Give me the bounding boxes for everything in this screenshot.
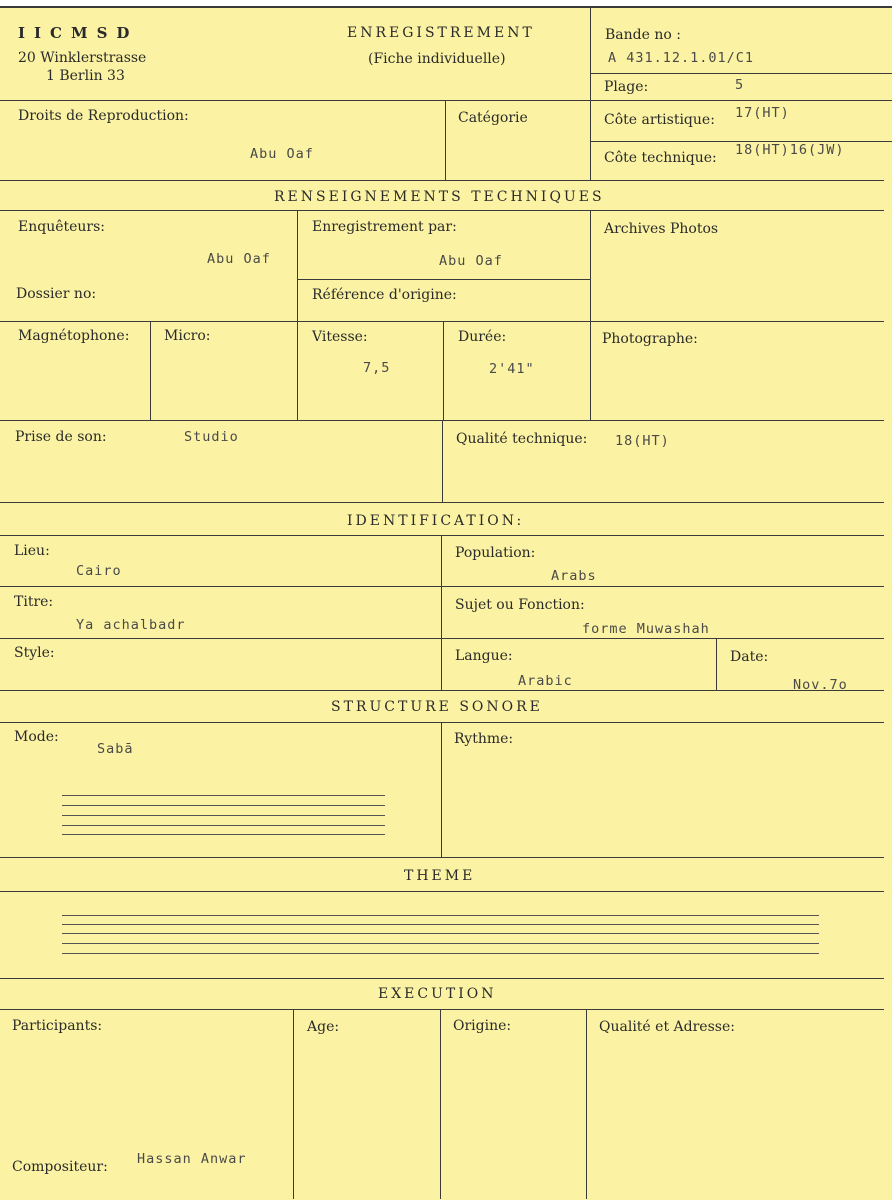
rule-qualite-adresse-left (586, 1009, 587, 1199)
technical-section-title: RENSEIGNEMENTS TECHNIQUES (274, 189, 605, 205)
rule-theme-title-bottom (0, 891, 884, 892)
address-street: 20 Winklerstrasse (18, 50, 147, 66)
rule-theme-bottom (0, 978, 884, 979)
enqueteurs-value: Abu Oaf (207, 251, 271, 267)
prise-de-son-value: Studio (184, 429, 239, 445)
sujet-value: forme Muwashah (582, 621, 710, 637)
enqueteurs-label: Enquêteurs: (18, 219, 106, 235)
compositeur-value: Hassan Anwar (137, 1151, 247, 1167)
address-city: 1 Berlin 33 (46, 68, 125, 84)
magnetophone-label: Magnétophone: (18, 328, 130, 344)
rule-duree-left (443, 321, 444, 420)
rule-titre-bottom (0, 638, 884, 639)
rule-prise-bottom (0, 502, 884, 503)
theme-line-3 (62, 933, 819, 934)
rythme-label: Rythme: (454, 731, 514, 747)
rule-style-bottom (0, 690, 884, 691)
droits-value: Abu Oaf (250, 146, 314, 162)
lieu-value: Cairo (76, 563, 122, 579)
population-value: Arabs (551, 568, 597, 584)
langue-value: Arabic (518, 673, 573, 689)
rule-origine-left (440, 1009, 441, 1199)
plage-value: 5 (735, 77, 745, 93)
form-subtitle: (Fiche individuelle) (368, 51, 506, 67)
titre-value: Ya achalbadr (76, 617, 186, 633)
sujet-label: Sujet ou Fonction: (455, 597, 585, 613)
archives-photos-label: Archives Photos (604, 221, 719, 237)
rule-age-left (293, 1009, 294, 1199)
enregistrement-par-label: Enregistrement par: (312, 219, 457, 235)
theme-line-1 (62, 915, 819, 916)
rule-categorie-left (445, 100, 446, 180)
origine-label: Origine: (453, 1018, 512, 1034)
mode-line-1 (62, 795, 385, 796)
vitesse-value: 7,5 (363, 360, 391, 376)
structure-section-title: STRUCTURE SONORE (331, 699, 543, 715)
rule-right-column (590, 8, 591, 180)
rule-technical-title-bottom (0, 210, 884, 211)
theme-line-5 (62, 953, 819, 954)
qualite-adresse-label: Qualité et Adresse: (599, 1019, 735, 1035)
theme-line-4 (62, 943, 819, 944)
rule-qualite-left (442, 420, 443, 502)
rule-identification-title-bottom (0, 535, 884, 536)
rule-rights-bottom (0, 180, 884, 181)
titre-label: Titre: (14, 594, 54, 610)
recording-form-card (0, 6, 892, 1200)
rule-archives-left (590, 210, 591, 420)
rule-structure-title-bottom (0, 722, 884, 723)
rule-identification-mid (441, 535, 442, 690)
rule-bande-plage (590, 73, 892, 74)
droits-label: Droits de Reproduction: (18, 108, 189, 124)
langue-label: Langue: (455, 648, 513, 664)
form-title: ENREGISTREMENT (347, 25, 535, 41)
identification-section-title: IDENTIFICATION: (347, 513, 525, 529)
date-value: Nov.7o (793, 677, 848, 693)
prise-de-son-label: Prise de son: (15, 429, 107, 445)
age-label: Age: (307, 1019, 340, 1035)
theme-section-title: THEME (404, 868, 476, 884)
population-label: Population: (455, 545, 536, 561)
cote-artistique-label: Côte artistique: (604, 112, 715, 128)
rule-enreg-ref (297, 279, 590, 280)
institute-logo: IICMSD (18, 24, 139, 42)
qualite-technique-label: Qualité technique: (456, 431, 588, 447)
mode-line-2 (62, 805, 385, 806)
qualite-technique-value: 18(HT) (615, 433, 670, 449)
lieu-label: Lieu: (14, 543, 50, 559)
bande-label: Bande no : (605, 27, 681, 43)
micro-label: Micro: (164, 328, 211, 344)
dossier-label: Dossier no: (16, 286, 97, 302)
date-label: Date: (730, 649, 769, 665)
rule-lieu-bottom (0, 586, 884, 587)
duree-value: 2'41" (489, 361, 535, 377)
rule-date-left (716, 638, 717, 690)
rule-structure-bottom (0, 857, 884, 858)
reference-label: Référence d'origine: (312, 287, 457, 303)
rule-header-bottom (0, 100, 590, 101)
rule-micro-left (150, 321, 151, 420)
compositeur-label: Compositeur: (12, 1159, 108, 1175)
rule-enqueteurs-right (297, 210, 298, 420)
mode-label: Mode: (14, 729, 59, 745)
mode-line-5 (62, 834, 385, 835)
execution-section-title: EXECUTION (378, 986, 497, 1002)
participants-label: Participants: (12, 1018, 103, 1034)
cote-technique-value: 18(HT)16(JW) (735, 142, 845, 158)
theme-line-2 (62, 924, 819, 925)
enregistrement-par-value: Abu Oaf (439, 253, 503, 269)
style-label: Style: (14, 645, 55, 661)
mode-line-4 (62, 825, 385, 826)
rule-plage-bottom (590, 100, 892, 101)
rule-structure-mid (441, 722, 442, 857)
categorie-label: Catégorie (458, 110, 528, 126)
bande-value: A 431.12.1.01/C1 (608, 50, 755, 66)
mode-value: Sabā (97, 741, 134, 757)
cote-artistique-value: 17(HT) (735, 105, 790, 121)
photographe-label: Photographe: (602, 331, 698, 347)
cote-technique-label: Côte technique: (604, 150, 717, 166)
duree-label: Durée: (458, 329, 507, 345)
rule-execution-title-bottom (0, 1009, 884, 1010)
rule-dossier-bottom (0, 321, 884, 322)
vitesse-label: Vitesse: (312, 329, 368, 345)
mode-line-3 (62, 815, 385, 816)
plage-label: Plage: (604, 79, 649, 95)
